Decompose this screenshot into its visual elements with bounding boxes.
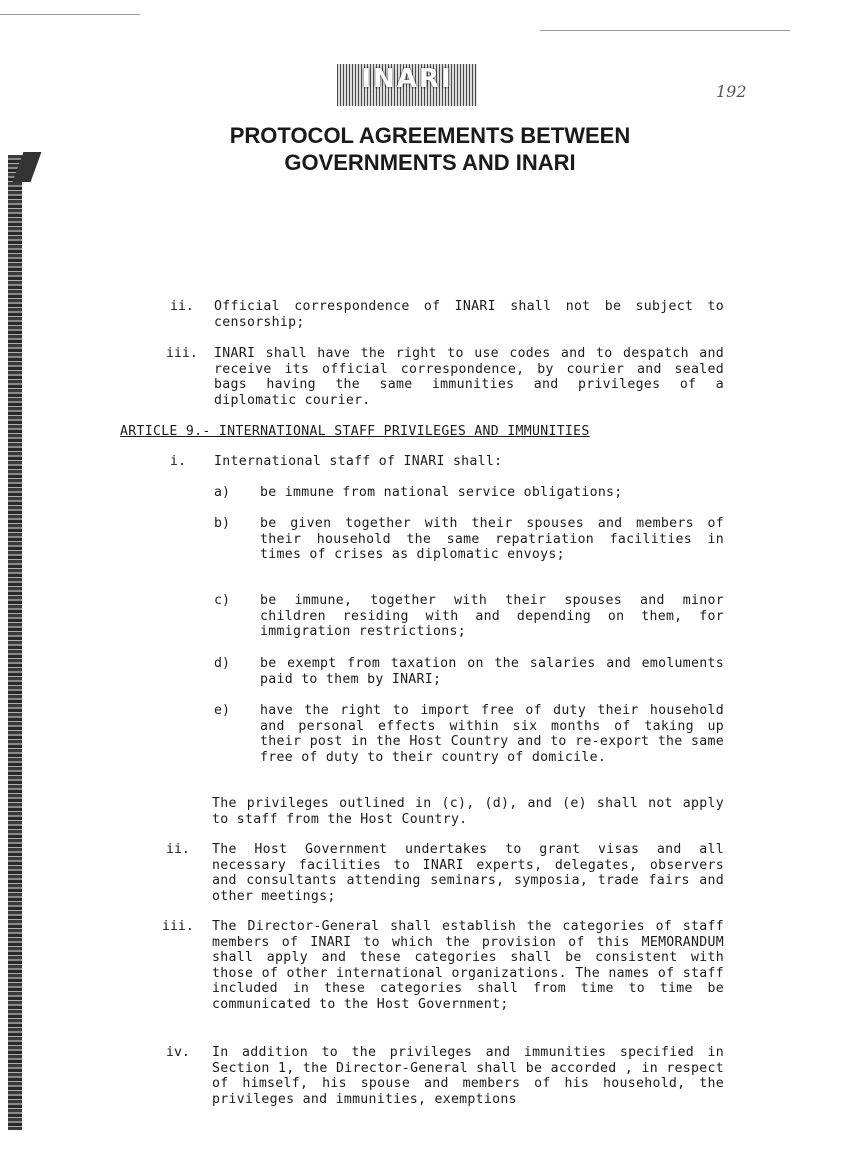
subitem-label: b) (214, 516, 230, 531)
section-label: iv. (166, 1045, 190, 1060)
subitem-label: c) (214, 593, 230, 608)
section-text: The Host Government undertakes to grant visas and all necessary facilities to INARI experts, delegates, observers and consultants attending seminars, symposia, trade fairs and other meetings; (212, 842, 724, 904)
subitem-text: be exempt from taxation on the salaries and emoluments paid to them by INARI; (260, 656, 724, 687)
subitem-text: be immune, together with their spouses and minor children residing with and depending on them, for immigration restrictions; (260, 593, 724, 639)
section-label: iii. (162, 919, 194, 934)
subitem-label: d) (214, 656, 230, 671)
item-label: ii. (170, 299, 194, 314)
list-item: Official correspondence of INARI shall not be subject to censorship; (214, 299, 724, 330)
subitem-text: be given together with their spouses and members of their household the same repatriation facilities in times of crises as diplomatic envoys; (260, 516, 724, 562)
section-intro: International staff of INARI shall: (214, 454, 503, 469)
section-note: The privileges outlined in (c), (d), and (e) shall not apply to staff from the Host Country. (212, 796, 724, 827)
scan-edge-line-right (540, 30, 790, 31)
section-label: i. (170, 454, 186, 469)
page-title: PROTOCOL AGREEMENTS BETWEEN GOVERNMENTS AND INARI (229, 123, 631, 175)
scan-edge-line-left (0, 14, 140, 15)
section-text: The Director-General shall establish the categories of staff members of INARI to which the provision of this MEMORANDUM shall apply and these categories shall be consistent with those of other international organizations. The names of staff included in these categories shall from time to time be communicated to the Host Government; (212, 919, 724, 1012)
subitem-text: be immune from national service obligations; (260, 485, 623, 500)
page-number: 192 (716, 82, 747, 101)
list-item: INARI shall have the right to use codes and to despatch and receive its official correspondence, by courier and sealed bags having the same immunities and privileges of a diplomatic courier. (214, 346, 724, 408)
article-heading: ARTICLE 9.- INTERNATIONAL STAFF PRIVILEGES AND IMMUNITIES (120, 424, 590, 439)
subitem-label: a) (214, 485, 230, 500)
binding-shadow (8, 155, 22, 1130)
subitem-label: e) (214, 703, 230, 718)
inari-logo: INARI (337, 64, 477, 106)
item-label: iii. (166, 346, 198, 361)
section-text: In addition to the privileges and immunities specified in Section 1, the Director-General shall be accorded , in respect of himself, his spouse and members of his household, the privileges and immunities, exemptions (212, 1045, 724, 1107)
section-label: ii. (166, 842, 190, 857)
subitem-text: have the right to import free of duty their household and personal effects within six months of taking up their post in the Host Country and to re-export the same free of duty to their country of domicile. (260, 703, 724, 765)
